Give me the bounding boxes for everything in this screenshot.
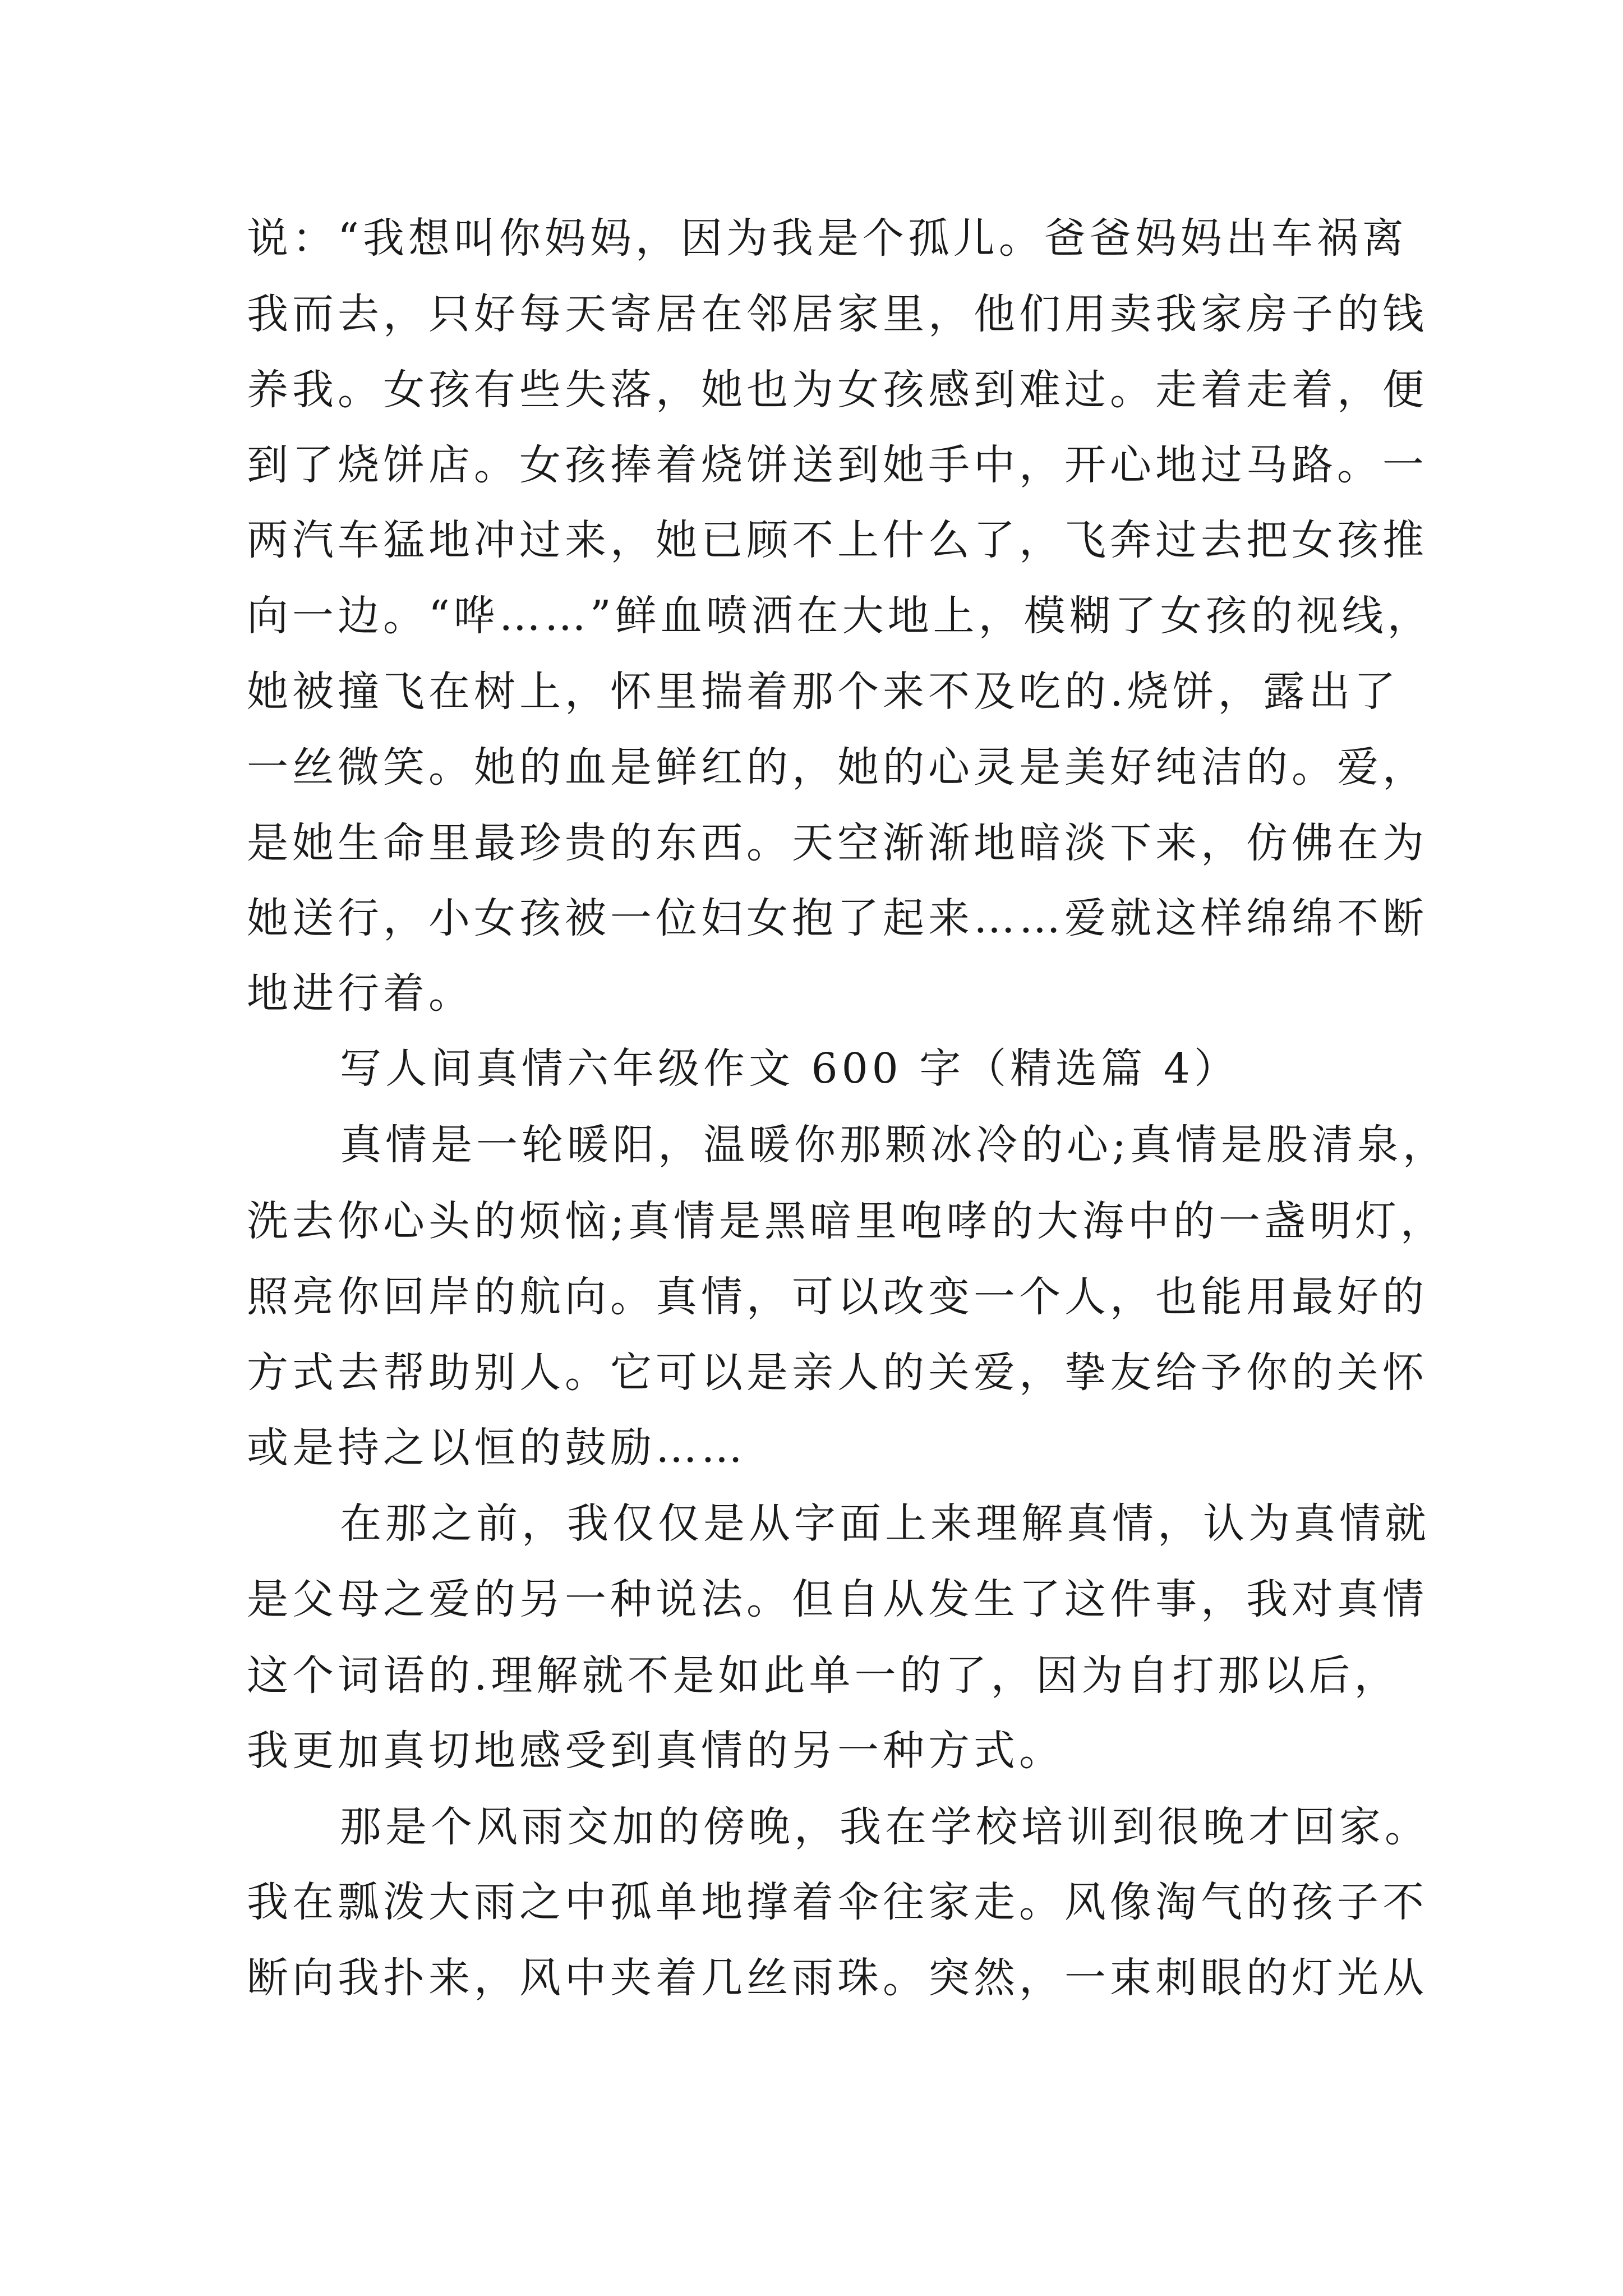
body-line: 真情是一轮暖阳，温暖你那颗冰冷的心;真情是股清泉，	[340, 1121, 1448, 1169]
body-line: 洗去你心头的烦恼;真情是黑暗里咆哮的大海中的一盏明灯，	[247, 1197, 1446, 1245]
body-line: 一丝微笑。她的血是鲜红的，她的心灵是美好纯洁的。爱，	[247, 743, 1428, 792]
body-line: 我更加真切地感受到真情的另一种方式。	[247, 1727, 1064, 1775]
body-line: 她送行，小女孩被一位妇女抱了起来……爱就这样绵绵不断	[247, 894, 1428, 942]
body-line: 是她生命里最珍贵的东西。天空渐渐地暗淡下来，仿佛在为	[247, 819, 1428, 867]
body-line: 我在瓢泼大雨之中孤单地撑着伞往家走。风像淘气的孩子不	[247, 1878, 1428, 1926]
body-line: 断向我扑来，风中夹着几丝雨珠。突然，一束刺眼的灯光从	[247, 1954, 1428, 2002]
body-line: 到了烧饼店。女孩捧着烧饼送到她手中，开心地过马路。一	[247, 441, 1428, 489]
body-line: 方式去帮助别人。它可以是亲人的关爱，挚友给予你的关怀	[247, 1349, 1428, 1397]
body-line: 我而去，只好每天寄居在邻居家里，他们用卖我家房子的钱	[247, 290, 1428, 338]
section-heading: 写人间真情六年级作文 600 字（精选篇 4）	[340, 1045, 1239, 1093]
body-line: 养我。女孩有些失落，她也为女孩感到难过。走着走着，便	[247, 366, 1428, 414]
body-line: 向一边。“哗……”鲜血喷洒在大地上，模糊了女孩的视线，	[247, 592, 1433, 640]
body-line: 她被撞飞在树上，怀里揣着那个来不及吃的.烧饼，露出了	[247, 668, 1400, 716]
body-line: 这个词语的.理解就不是如此单一的了，因为自打那以后，	[247, 1651, 1400, 1700]
body-line: 那是个风雨交加的傍晚，我在学校培训到很晚才回家。	[340, 1803, 1430, 1851]
body-line: 或是持之以恒的鼓励……	[247, 1424, 746, 1472]
body-line: 两汽车猛地冲过来，她已顾不上什么了，飞奔过去把女孩推	[247, 516, 1428, 564]
body-line: 说：“我想叫你妈妈，因为我是个孤儿。爸爸妈妈出车祸离	[247, 214, 1408, 263]
body-line: 地进行着。	[247, 969, 474, 1018]
body-line: 在那之前，我仅仅是从字面上来理解真情，认为真情就	[340, 1499, 1430, 1548]
body-line: 是父母之爱的另一种说法。但自从发生了这件事，我对真情	[247, 1575, 1428, 1623]
body-line: 照亮你回岸的航向。真情，可以改变一个人，也能用最好的	[247, 1273, 1428, 1321]
